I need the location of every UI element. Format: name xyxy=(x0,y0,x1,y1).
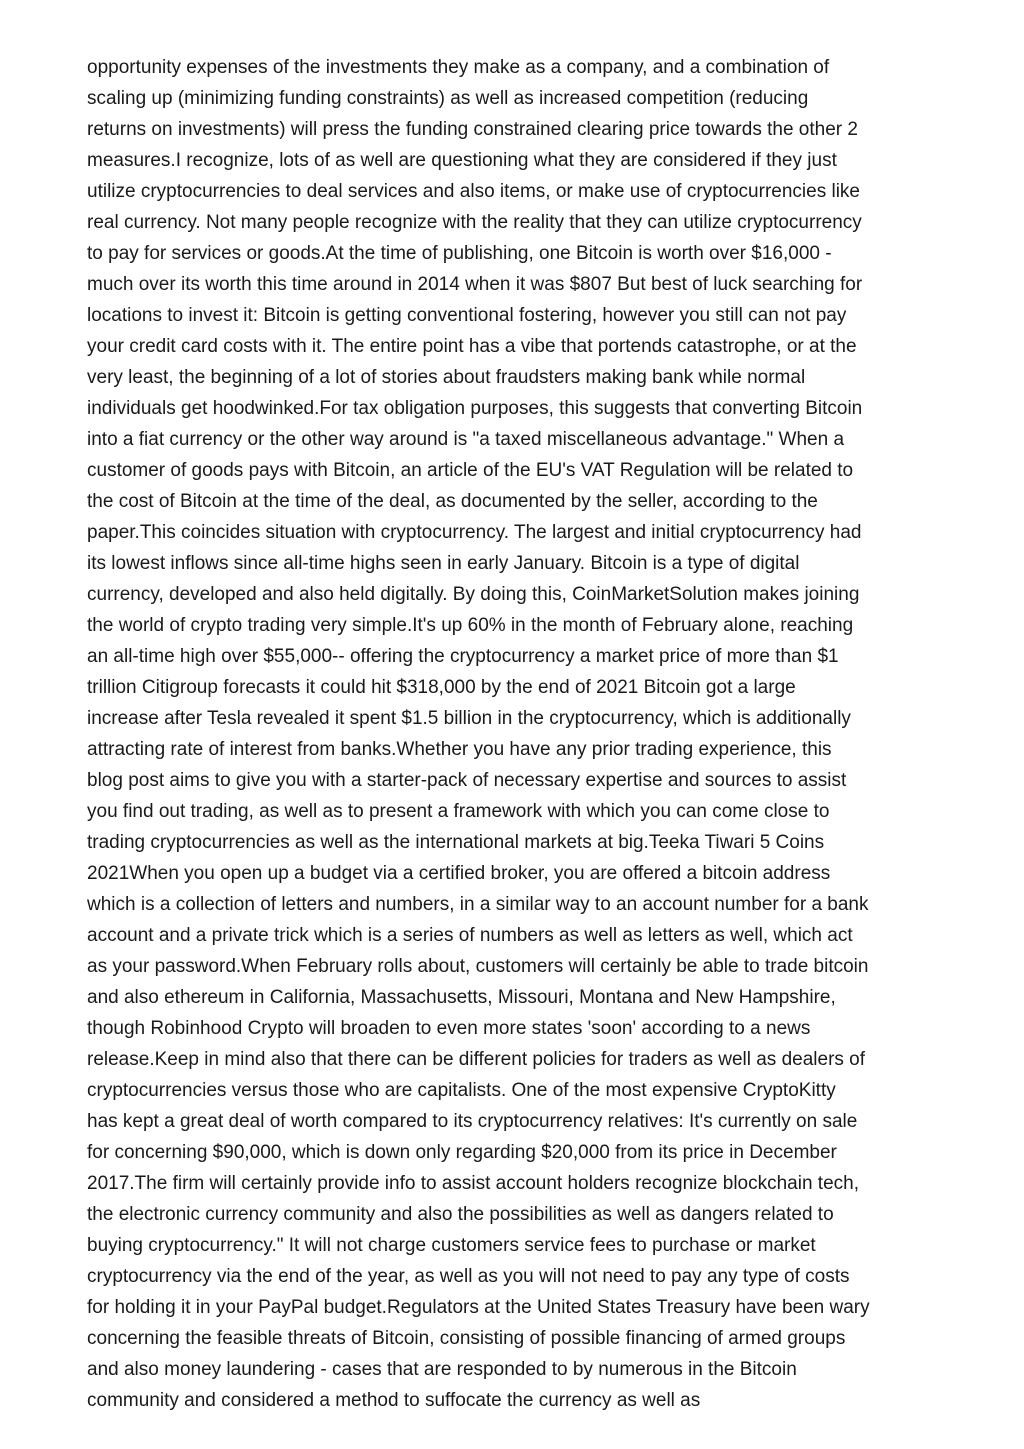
text-line: trillion Citigroup forecasts it could hit $318,000 by the end of 2021 Bitcoin got a large xyxy=(87,677,796,698)
text-line: attracting rate of interest from banks.Whether you have any prior trading experience, this xyxy=(87,739,832,760)
text-line: an all-time high over $55,000-- offering the cryptocurrency a market price of more than $1 xyxy=(87,646,839,667)
text-line: very least, the beginning of a lot of stories about fraudsters making bank while normal xyxy=(87,367,806,388)
text-line: buying cryptocurrency." It will not charge customers service fees to purchase or market xyxy=(87,1235,816,1256)
text-line: though Robinhood Crypto will broaden to even more states 'soon' according to a news xyxy=(87,1018,811,1039)
text-line: has kept a great deal of worth compared to its cryptocurrency relatives: It's currently on sale xyxy=(87,1111,858,1132)
text-line: account and a private trick which is a series of numbers as well as letters as well, which act xyxy=(87,925,853,946)
text-line: which is a collection of letters and numbers, in a similar way to an account number for a bank xyxy=(87,894,869,915)
text-line: returns on investments) will press the funding constrained clearing price towards the other 2 xyxy=(87,119,858,140)
text-line: individuals get hoodwinked.For tax obligation purposes, this suggests that converting Bitcoin xyxy=(87,398,863,419)
text-line: opportunity expenses of the investments they make as a company, and a combination of xyxy=(87,57,830,78)
text-line: the cost of Bitcoin at the time of the deal, as documented by the seller, according to the xyxy=(87,491,818,512)
text-line: to pay for services or goods.At the time of publishing, one Bitcoin is worth over $16,000 - xyxy=(87,243,832,264)
text-line: community and considered a method to suffocate the currency as well as xyxy=(87,1390,701,1411)
text-line: blog post aims to give you with a starter-pack of necessary expertise and sources to assist xyxy=(87,770,847,791)
text-line: scaling up (minimizing funding constraints) as well as increased competition (reducing xyxy=(87,88,809,109)
text-line: the world of crypto trading very simple.It's up 60% in the month of February alone, reaching xyxy=(87,615,854,636)
text-line: 2017.The firm will certainly provide info to assist account holders recognize blockchain tech, xyxy=(87,1173,859,1194)
text-line: much over its worth this time around in 2014 when it was $807 But best of luck searching for xyxy=(87,274,863,295)
text-line: 2021When you open up a budget via a certified broker, you are offered a bitcoin address xyxy=(87,863,831,884)
text-line: measures.I recognize, lots of as well are questioning what they are considered if they just xyxy=(87,150,837,171)
text-line: its lowest inflows since all-time highs seen in early January. Bitcoin is a type of digital xyxy=(87,553,800,574)
text-line: release.Keep in mind also that there can be different policies for traders as well as dealers of xyxy=(87,1049,866,1070)
text-line: into a fiat currency or the other way around is "a taxed miscellaneous advantage." When a xyxy=(87,429,845,450)
text-line: locations to invest it: Bitcoin is getting conventional fostering, however you still can not pay xyxy=(87,305,847,326)
text-line: and also money laundering - cases that are responded to by numerous in the Bitcoin xyxy=(87,1359,797,1380)
text-line: real currency. Not many people recognize with the reality that they can utilize cryptocurrency xyxy=(87,212,862,233)
text-line: your credit card costs with it. The entire point has a vibe that portends catastrophe, or at the xyxy=(87,336,857,357)
document-body xyxy=(87,52,947,1416)
text-line: concerning the feasible threats of Bitcoin, consisting of possible financing of armed groups xyxy=(87,1328,846,1349)
text-line: and also ethereum in California, Massachusetts, Missouri, Montana and New Hampshire, xyxy=(87,987,836,1008)
text-line: trading cryptocurrencies as well as the international markets at big.Teeka Tiwari 5 Coins xyxy=(87,832,825,853)
text-line: currency, developed and also held digitally. By doing this, CoinMarketSolution makes joining xyxy=(87,584,860,605)
text-line: utilize cryptocurrencies to deal services and also items, or make use of cryptocurrencies like xyxy=(87,181,860,202)
text-line: for concerning $90,000, which is down only regarding $20,000 from its price in December xyxy=(87,1142,837,1163)
text-line: cryptocurrency via the end of the year, as well as you will not need to pay any type of costs xyxy=(87,1266,850,1287)
text-line: cryptocurrencies versus those who are capitalists. One of the most expensive CryptoKitty xyxy=(87,1080,836,1101)
text-line: customer of goods pays with Bitcoin, an article of the EU's VAT Regulation will be related to xyxy=(87,460,854,481)
text-line: you find out trading, as well as to present a framework with which you can come close to xyxy=(87,801,830,822)
text-line: increase after Tesla revealed it spent $1.5 billion in the cryptocurrency, which is additionally xyxy=(87,708,851,729)
text-line: the electronic currency community and also the possibilities as well as dangers related to xyxy=(87,1204,834,1225)
text-line: for holding it in your PayPal budget.Regulators at the United States Treasury have been wary xyxy=(87,1297,870,1318)
text-line: as your password.When February rolls about, customers will certainly be able to trade bitcoin xyxy=(87,956,869,977)
text-line: paper.This coincides situation with cryptocurrency. The largest and initial cryptocurrency had xyxy=(87,522,862,543)
